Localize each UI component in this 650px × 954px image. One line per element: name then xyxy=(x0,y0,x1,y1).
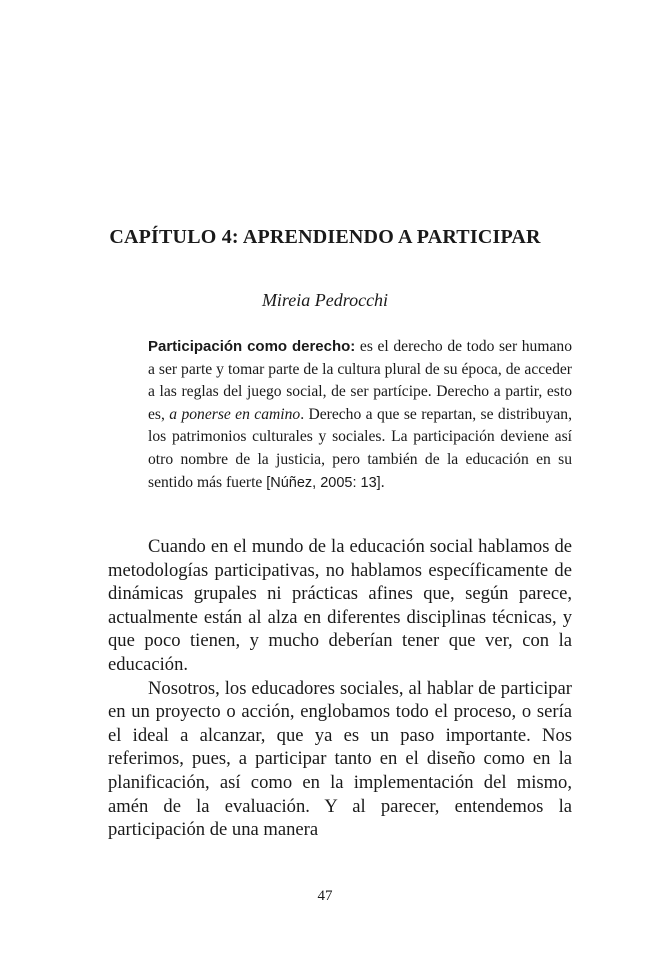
epigraph-quote xyxy=(148,336,572,494)
chapter-author: Mireia Pedrocchi xyxy=(261,290,389,310)
epigraph-text: es el derecho de todo ser humano a ser parte y tomar parte de la cultura plural de su época, de acceder a las reglas del juego social, de ser partícipe. Derecho a partir, esto es, xyxy=(148,338,573,423)
body-paragraph: Cuando en el mundo de la educación social hablamos de metodologías participativas, no hablamos específicamente de dinámicas grupales ni prácticas afines que, según parece, actualmente están al alza en diferentes disciplinas técnicas, y que poco tienen, y mucho deberían tener que ver, con la educación. xyxy=(108,536,572,675)
body-paragraph: Nosotros, los educadores sociales, al hablar de participar en un proyecto o acción, englobamos todo el proceso, o sería el ideal a alcanzar, que ya es un paso importante. Nos referimos, pues, a participar tanto en el diseño como en la planificación, así como en la implementación del mismo, amén de la evaluación. Y al parecer, entendemos la participación de una manera xyxy=(108,677,572,841)
chapter-title: CAPÍTULO 4: APRENDIENDO A PARTICIPAR xyxy=(109,226,541,248)
body-text xyxy=(108,535,572,842)
epigraph-end: . xyxy=(380,473,385,491)
page-number: 47 xyxy=(317,888,333,904)
epigraph-emphasis: a ponerse en camino xyxy=(169,405,301,423)
epigraph-text: . Derecho a que se repartan, se distribuyan, los patrimonios culturales y sociales. La participación deviene así otro nombre de la justicia, pero también de la educación en su sentido más fuerte xyxy=(148,405,572,491)
epigraph-lead: Participación como derecho: xyxy=(148,338,356,355)
epigraph-citation: [Núñez, 2005: 13] xyxy=(266,474,381,491)
